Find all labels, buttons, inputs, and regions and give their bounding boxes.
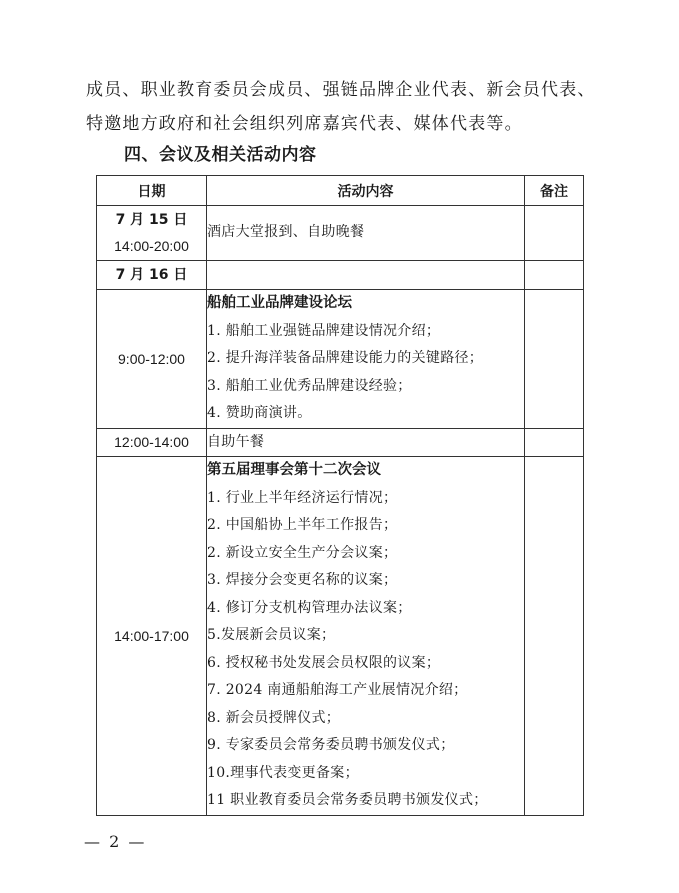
list-item: 2. 中国船协上半年工作报告； xyxy=(207,517,398,533)
content-cell-morning xyxy=(207,290,525,429)
date-cell-afternoon xyxy=(97,457,207,816)
list-item: 7. 2024 南通船舶海工产业展情况介绍； xyxy=(207,682,468,698)
content-cell-afternoon xyxy=(207,457,525,816)
content-cell-day2 xyxy=(207,261,525,290)
schedule-table xyxy=(96,175,584,816)
section-heading: 四、会议及相关活动内容 xyxy=(124,145,317,165)
notes-cell-lunch xyxy=(525,428,584,457)
list-item: 1. 船舶工业强链品牌建设情况介绍； xyxy=(207,322,441,339)
list-item: 3. 焊接分会变更名称的议案； xyxy=(207,572,398,588)
page-number: — 2 — xyxy=(84,832,147,851)
notes-cell-morning xyxy=(525,290,584,429)
time-afternoon: 14:00-17:00 xyxy=(114,627,189,644)
time-morning: 9:00-12:00 xyxy=(118,350,185,367)
list-item: 2. 提升海洋装备品牌建设能力的关键路径； xyxy=(207,350,484,366)
date-day2: 7 月 16 日 xyxy=(115,267,188,283)
content-day1: 酒店大堂报到、自助晚餐 xyxy=(207,224,365,241)
table-row-afternoon xyxy=(97,457,584,816)
list-item: 4. 赞助商演讲。 xyxy=(207,405,312,421)
list-item: 5.发展新会员议案； xyxy=(207,627,336,643)
list-item: 1. 行业上半年经济运行情况； xyxy=(207,489,398,506)
date-day1: 7 月 15 日 xyxy=(115,212,188,228)
table-row-morning xyxy=(97,290,584,429)
list-item: 9. 专家委员会常务委员聘书颁发仪式； xyxy=(207,737,455,753)
time-lunch: 12:00-14:00 xyxy=(114,434,189,451)
list-item: 3. 船舶工业优秀品牌建设经验； xyxy=(207,377,412,394)
content-cell-lunch xyxy=(207,428,525,457)
table-row-day2 xyxy=(97,261,584,290)
date-cell-day2 xyxy=(97,261,207,290)
header-date: 日期 xyxy=(97,176,207,206)
time-day1: 14:00-20:00 xyxy=(114,238,189,254)
list-item: 11 职业教育委员会常务委员聘书颁发仪式； xyxy=(207,792,488,808)
header-content: 活动内容 xyxy=(207,176,525,206)
content-lunch: 自助午餐 xyxy=(207,433,265,450)
date-cell-lunch xyxy=(97,428,207,457)
content-cell-day1 xyxy=(207,206,525,261)
notes-cell-day1 xyxy=(525,206,584,261)
header-notes: 备注 xyxy=(525,176,584,206)
list-item: 2. 新设立安全生产分会议案； xyxy=(207,544,398,561)
list-item: 4. 修订分支机构管理办法议案； xyxy=(207,599,412,616)
table-row-day1 xyxy=(97,206,584,261)
table-row-lunch xyxy=(97,428,584,457)
intro-line-1: 成员、职业教育委员会成员、强链品牌企业代表、新会员代表、 xyxy=(86,80,596,100)
date-cell-day1 xyxy=(97,206,207,261)
list-item: 10.理事代表变更备案； xyxy=(207,764,359,781)
date-cell-morning xyxy=(97,290,207,429)
notes-cell-afternoon xyxy=(525,457,584,816)
forum-title: 船舶工业品牌建设论坛 xyxy=(207,295,352,311)
table-header-row xyxy=(97,176,584,206)
meeting-title: 第五届理事会第十二次会议 xyxy=(207,462,381,478)
notes-cell-day2 xyxy=(525,261,584,290)
intro-line-2: 特邀地方政府和社会组织列席嘉宾代表、媒体代表等。 xyxy=(86,114,523,134)
list-item: 8. 新会员授牌仪式； xyxy=(207,709,341,726)
list-item: 6. 授权秘书处发展会员权限的议案； xyxy=(207,654,441,671)
